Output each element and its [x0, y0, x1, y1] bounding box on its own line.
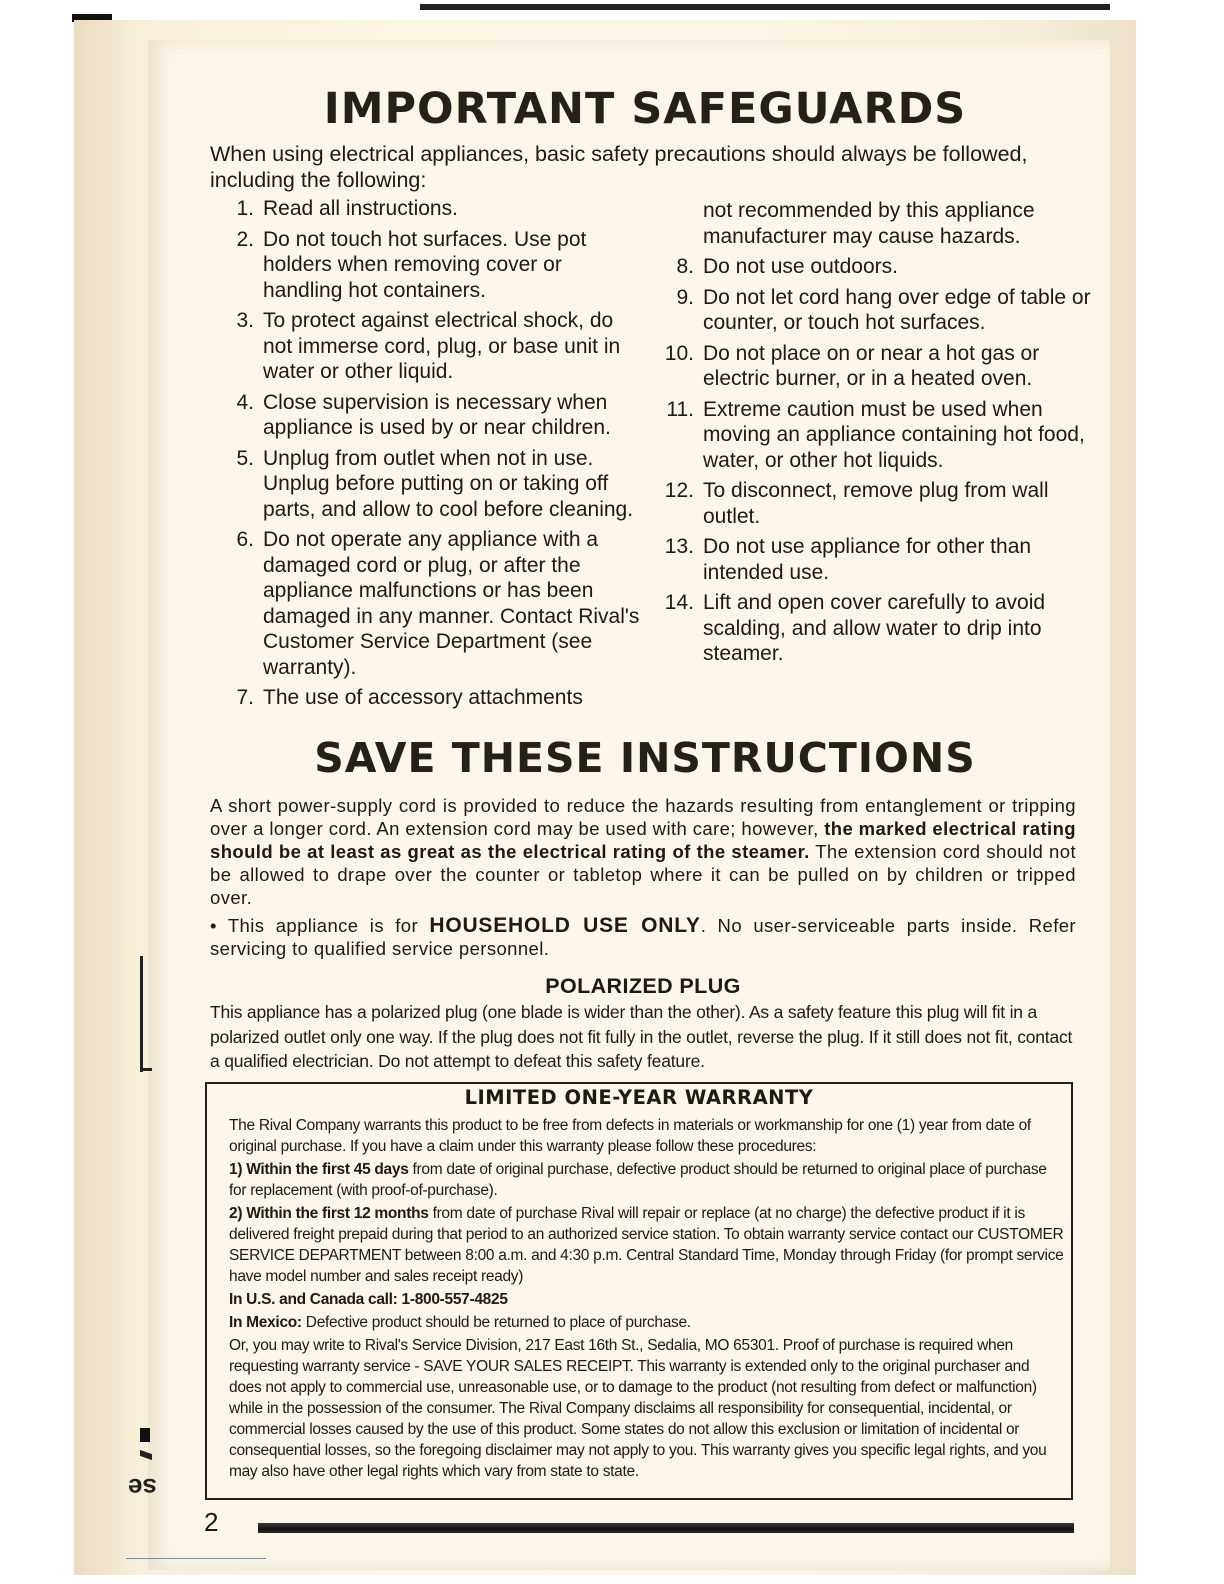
cord-rating-note: the marked electrical rating should be at least as great as the electrical rating of the steamer.: [210, 818, 1076, 862]
warranty-mexico: [229, 1312, 1065, 1333]
safeguard-item: [222, 685, 642, 711]
item-number: 10.: [664, 341, 694, 365]
item-number: 11.: [666, 397, 694, 421]
page-number: 2: [204, 1507, 219, 1537]
household-use-only: HOUSEHOLD USE ONLY: [429, 914, 701, 937]
warranty-title: LIMITED ONE-YEAR WARRANTY: [464, 1086, 814, 1109]
item-text: Do not use outdoors.: [703, 255, 898, 278]
item-text: To protect against electrical shock, do not immerse cord, plug, or base unit in water or other liquid.: [263, 309, 621, 383]
item-text: Lift and open cover carefully to avoid scalding, and allow water to drip into steamer.: [703, 591, 1046, 665]
polarized-plug-text: This appliance has a polarized plug (one blade is wider than the other). As a safety feature this plug will fit in a polarized outlet only one way. If the plug does not fit fully in the outlet, reverse the plug. If it still does not fit, contact a qualified electrician. Do not attempt to defeat this safety feature.: [210, 1002, 1073, 1071]
item-continuation: not recommended by this appliance manufacturer may cause hazards.: [703, 199, 1035, 248]
safeguard-item: [222, 527, 642, 680]
household-paragraph: [210, 914, 1076, 960]
safeguard-item: [222, 227, 642, 304]
item-number: 8.: [676, 255, 694, 278]
item-number: 5.: [236, 446, 254, 470]
page-title: IMPORTANT SAFEGUARDS: [323, 84, 967, 134]
scan-edge-line: [126, 1558, 266, 1559]
safeguard-item: [662, 285, 1092, 336]
item-number: 2.: [236, 227, 254, 251]
warranty-box: [205, 1082, 1073, 1500]
safeguard-item: [222, 446, 642, 523]
item-text: To disconnect, remove plug from wall outlet.: [703, 479, 1049, 528]
item-number: 1.: [236, 197, 254, 220]
phone-label: In U.S. and Canada call:: [229, 1291, 398, 1308]
scan-mark-top-bar: [420, 4, 1110, 10]
safeguard-item: [662, 534, 1092, 585]
item-text: Do not touch hot surfaces. Use pot holders when removing cover or handling hot containers.: [263, 227, 587, 302]
safeguard-item: [222, 196, 642, 222]
warranty-step-2: [229, 1203, 1065, 1287]
step-1-text: from date of original purchase, defective product should be returned to original place of purchase for replacement (with proof-of-purchase).: [229, 1161, 1047, 1199]
item-number: 12.: [664, 479, 694, 502]
step-2-text: from date of purchase Rival will repair or replace (at no charge) the defective product if it is delivered freight prepaid during that period to an authorized service station. To obtain warranty service contact our CUSTOMER SERVICE DEPARTMENT between 8:00 a.m. and 4:30 p.m. Central Standard Time, Monday through Friday (for prompt service have model number and sales receipt ready): [229, 1205, 1064, 1285]
safeguard-item: [222, 308, 642, 385]
polarized-plug-heading: POLARIZED PLUG: [545, 974, 741, 998]
item-text: Close supervision is necessary when appliance is used by or near children.: [263, 390, 611, 439]
mexico-text: Defective product should be returned to place of purchase.: [301, 1314, 691, 1331]
household-text: • This appliance is for: [210, 915, 430, 936]
item-number: 7.: [236, 686, 254, 709]
mexico-label: In Mexico:: [229, 1314, 302, 1331]
item-number: 3.: [236, 309, 254, 332]
safeguards-left-column: [222, 196, 642, 716]
household-text-end: . No user-serviceable parts inside. Refer servicing to qualified service personnel.: [210, 915, 1076, 959]
warranty-closing: Or, you may write to Rival's Service Division, 217 East 16th St., Sedalia, MO 65301. Proof of purchase is required when requesting warranty service - SAVE YOUR SALES RECEIPT. This warranty is extended only to the original purchaser and does not apply to commercial use, unreasonable use, or to damage to the product (not resulting from defect or malfunction) while in the possession of the consumer. The Rival Company disclaims all responsibility for consequential, incidental, or commercial losses caused by the use of this product. Some states do not allow this exclusion or limitation of incidental or consequential losses, so the foregoing disclaimer may not apply to you. This warranty gives you specific legal rights, and you may also have other legal rights which vary from state to state.: [229, 1337, 1047, 1480]
margin-line-foot: [140, 1068, 152, 1071]
item-text: Do not operate any appliance with a damaged cord or plug, or after the appliance malfunctions or has been damaged in any manner. Contact Rival's Customer Service Department (see warranty).: [263, 528, 640, 679]
margin-mark-text: se: [128, 1473, 157, 1503]
step-1-label: 1) Within the first 45 days: [229, 1161, 409, 1178]
item-number: 4.: [236, 390, 254, 414]
item-number: 13.: [664, 535, 694, 558]
safeguard-item: [662, 590, 1092, 667]
item-text: Unplug from outlet when not in use. Unplug before putting on or taking off parts, and allow to cool before cleaning.: [263, 446, 634, 521]
safeguard-item: [662, 254, 1092, 280]
item-text: Extreme caution must be used when moving an appliance containing hot food, water, or other hot liquids.: [703, 397, 1085, 472]
item-text: Do not use appliance for other than intended use.: [703, 535, 1032, 584]
cord-paragraph: [210, 794, 1076, 909]
item-text: The use of accessory attachments: [263, 686, 583, 709]
safeguard-item: [662, 341, 1092, 392]
warranty-step-1: [229, 1159, 1065, 1201]
item-number: 14.: [664, 591, 694, 614]
item-text: Read all instructions.: [263, 197, 458, 220]
margin-mark: [140, 1428, 150, 1442]
item-number: 9.: [676, 285, 694, 309]
cord-text-end: The extension cord should not be allowed to drape over the counter or tabletop where it can be pulled on by children or tripped over.: [210, 841, 1076, 908]
warranty-intro: The Rival Company warrants this product to be free from defects in materials or workmanship for one (1) year from date of original purchase. If you have a claim under this warranty please follow these procedures:: [229, 1117, 1031, 1155]
safeguard-item: [662, 397, 1092, 474]
safeguards-right-column: [662, 198, 1092, 672]
step-2-label: 2) Within the first 12 months: [229, 1205, 429, 1222]
footer-rule: [258, 1523, 1074, 1533]
item-number: 6.: [236, 528, 254, 551]
warranty-phone: [229, 1289, 1065, 1310]
save-instructions-heading: SAVE THESE INSTRUCTIONS: [314, 734, 976, 782]
safeguard-item: [222, 390, 642, 441]
safeguard-item: [662, 478, 1092, 529]
item-text: Do not let cord hang over edge of table or counter, or touch hot surfaces.: [703, 285, 1091, 334]
phone-number: 1-800-557-4825: [401, 1291, 508, 1308]
margin-line: [140, 956, 143, 1072]
intro-text: When using electrical appliances, basic safety precautions should always be followed, including the following:: [210, 142, 1028, 192]
cord-text: A short power-supply cord is provided to reduce the hazards resulting from entanglement or tripping over a longer cord. An extension cord may be used with care; however,: [210, 795, 1076, 839]
item-text: Do not place on or near a hot gas or electric burner, or in a heated oven.: [703, 341, 1040, 390]
warranty-body: [229, 1115, 1065, 1484]
